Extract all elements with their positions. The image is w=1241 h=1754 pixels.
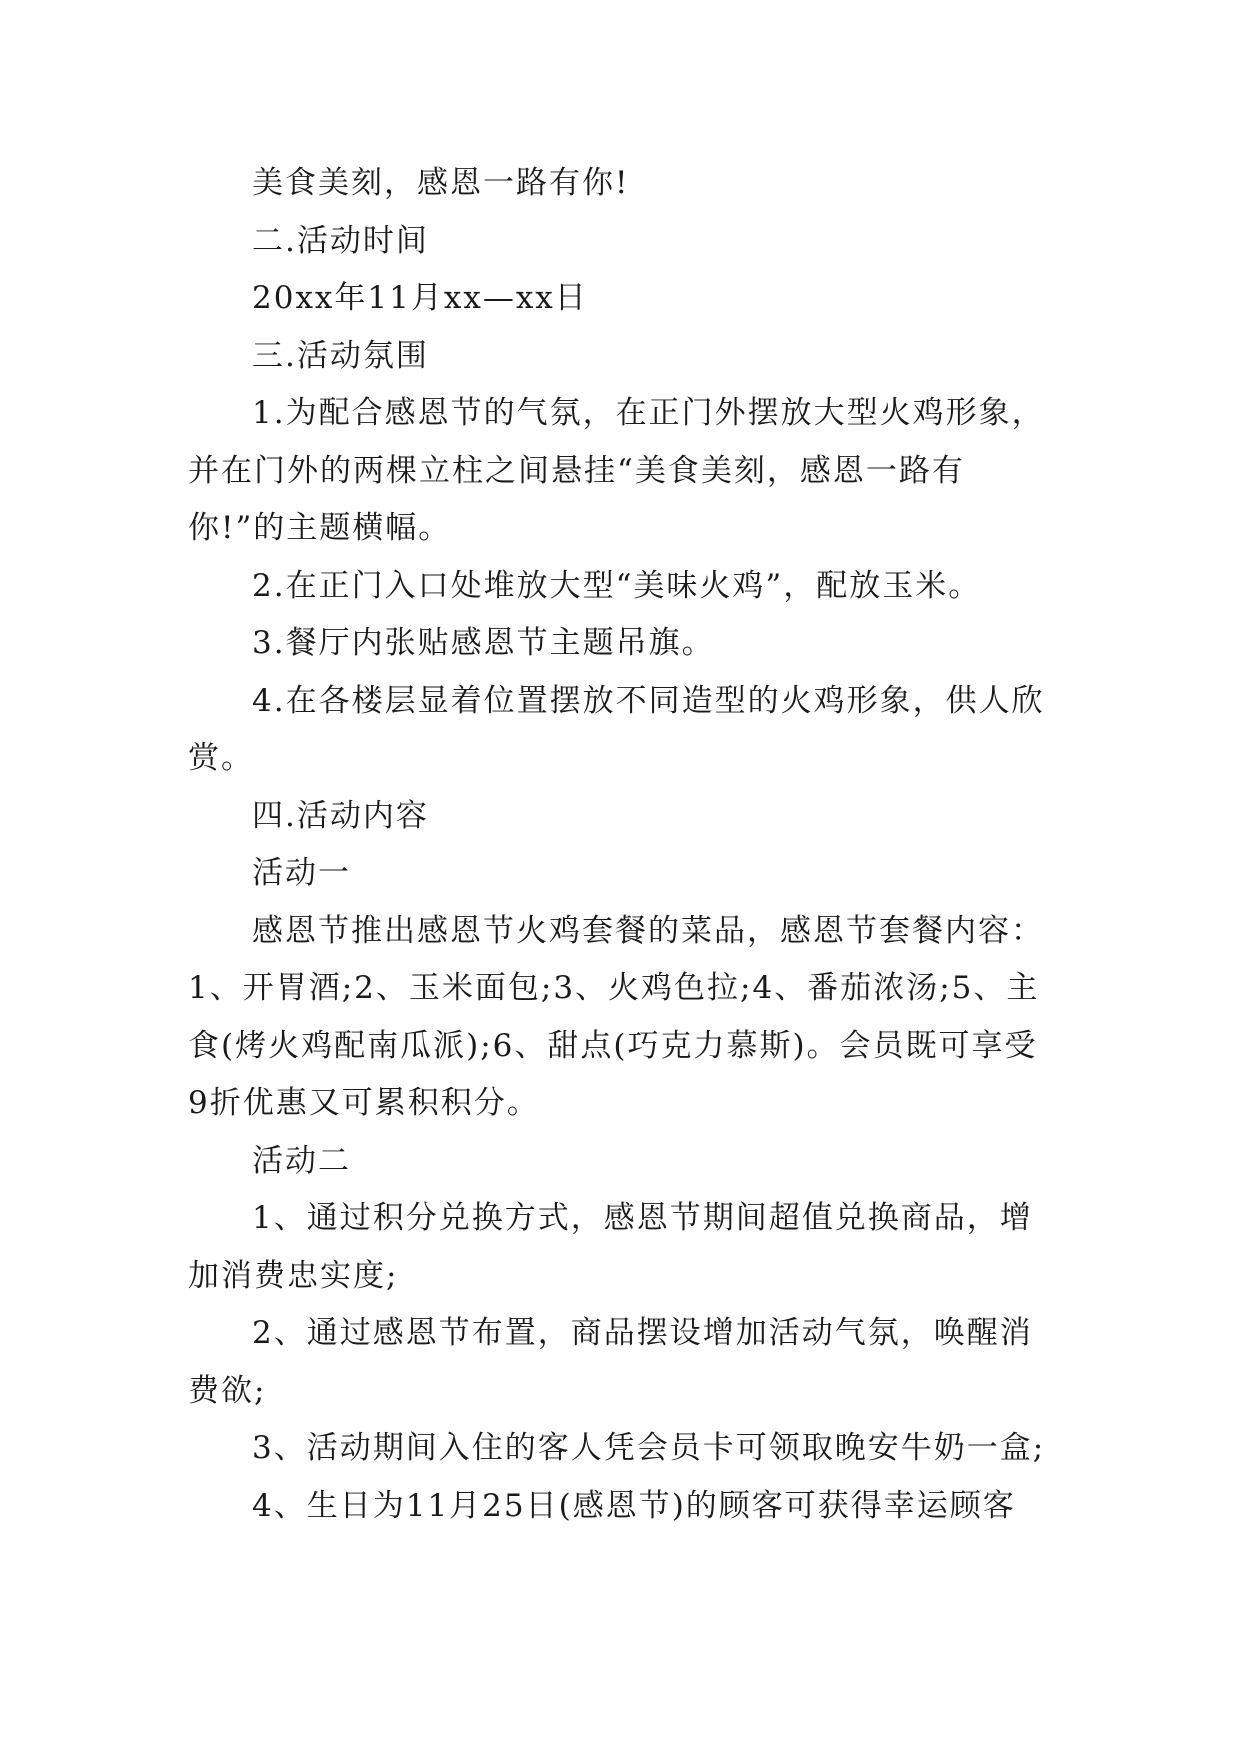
atmosphere-item-4: 4.在各楼层显着位置摆放不同造型的火鸡形象，供人欣赏。 bbox=[188, 682, 1045, 776]
activity-one-description: 感恩节推出感恩节火鸡套餐的菜品，感恩节套餐内容：1、开胃酒;2、玉米面包;3、火鸡色拉;4、番茄浓汤;5、主食(烤火鸡配南瓜派);6、甜点(巧克力慕斯)。会员既可享受9折优惠又可累积积分。 bbox=[188, 912, 1044, 1121]
atmosphere-item-2: 2.在正门入口处堆放大型“美味火鸡”，配放玉米。 bbox=[252, 567, 982, 604]
document-body bbox=[188, 155, 1056, 1535]
section-heading-time: 二.活动时间 bbox=[252, 222, 429, 259]
activity-two-item-3: 3、活动期间入住的客人凭会员卡可领取晚安牛奶一盒; bbox=[252, 1430, 1046, 1466]
slogan-line: 美食美刻，感恩一路有你! bbox=[252, 165, 630, 201]
activity-date: 20xx年11月xx—xx日 bbox=[252, 280, 588, 316]
activity-two-item-1: 1、通过积分兑换方式，感恩节期间超值兑换商品，增加消费忠实度; bbox=[188, 1200, 1033, 1294]
section-heading-atmosphere: 三.活动氛围 bbox=[252, 337, 429, 374]
section-heading-content: 四.活动内容 bbox=[252, 797, 429, 834]
activity-two-heading: 活动二 bbox=[252, 1142, 351, 1179]
atmosphere-item-3: 3.餐厅内张贴感恩节主题吊旗。 bbox=[252, 625, 715, 661]
activity-two-item-2: 2、通过感恩节布置，商品摆设增加活动气氛，唤醒消费欲; bbox=[188, 1315, 1033, 1409]
activity-one-heading: 活动一 bbox=[252, 855, 351, 891]
activity-two-item-4: 4、生日为11月25日(感恩节)的顾客可获得幸运顾客 bbox=[252, 1487, 1016, 1524]
atmosphere-item-1: 1.为配合感恩节的气氛，在正门外摆放大型火鸡形象，并在门外的两棵立柱之间悬挂“美食美刻，感恩一路有你!”的主题横幅。 bbox=[188, 395, 1045, 546]
